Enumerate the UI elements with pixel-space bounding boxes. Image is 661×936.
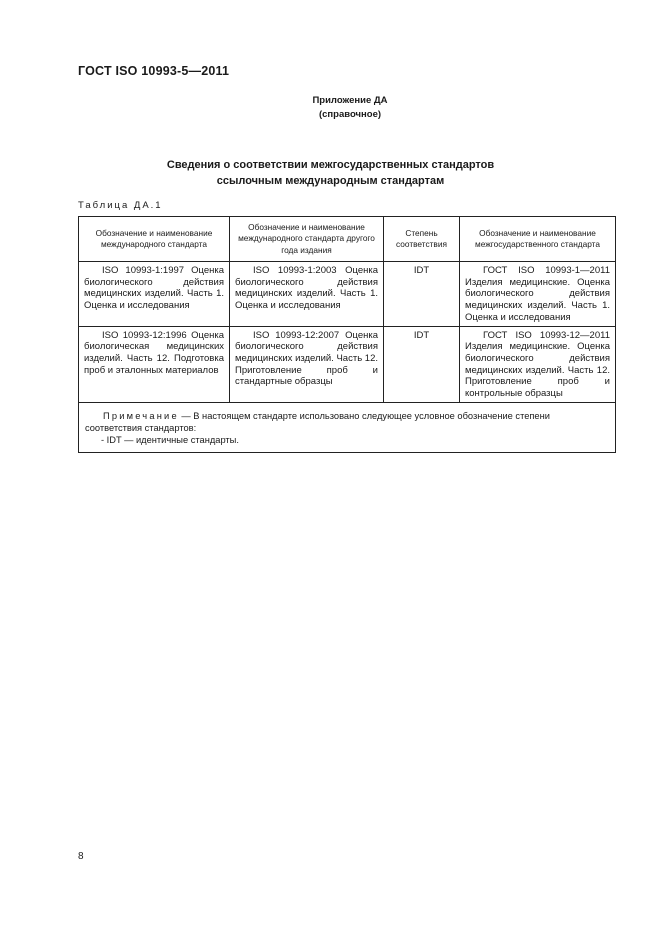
header-degree: Степень соответствия (384, 217, 460, 262)
header-intl-standard-other-year: Обозначение и наименование международного стандарта другого года издания (230, 217, 384, 262)
header-intl-standard: Обозначение и наименование международного стандарта (79, 217, 230, 262)
table-label: Таблица ДА.1 (78, 200, 163, 211)
table-row (79, 326, 616, 402)
cell-intl: ISO 10993-1:1997 Оценка биологического действия медицинских изделий. Часть 1. Оценка и исследования (79, 262, 230, 327)
table-header-row (79, 217, 616, 262)
table-row (79, 262, 616, 327)
cell-intl: ISO 10993-12:1996 Оценка биологическая медицинских изделий. Часть 12. Подготовка проб и эталонных материалов (79, 326, 230, 402)
note-label: Примечание (103, 410, 179, 421)
page-number: 8 (78, 851, 84, 862)
header-interstate-standard: Обозначение и наименование межгосударственного стандарта (460, 217, 616, 262)
cell-intl-other: ISO 10993-12:2007 Оценка биологического действия медицинских изделий. Часть 12. Приготовление проб и стандартные образцы (230, 326, 384, 402)
cell-degree: IDT (384, 326, 460, 402)
annex-title: Приложение ДА (312, 95, 388, 106)
cell-interstate: ГОСТ ISO 10993-12—2011 Изделия медицинские. Оценка биологического действия медицинских изделий. Часть 12. Приготовление проб и контрольные образцы (460, 326, 616, 402)
note-text: — В настоящем стандарте использовано следующее условное обозначение степени соответствия стандартов: (85, 410, 550, 433)
note-item: - IDT — идентичные стандарты. (101, 434, 239, 445)
correspondence-table (78, 216, 616, 453)
cell-intl-other: ISO 10993-1:2003 Оценка биологического действия медицинских изделий. Часть 1. Оценка и исследования (230, 262, 384, 327)
annex-heading-line-1: Сведения о соответствии межгосударственных стандартов (166, 159, 495, 171)
annex-subtitle: (справочное) (318, 109, 382, 120)
annex-heading (0, 157, 661, 189)
cell-degree: IDT (384, 262, 460, 327)
table-note (79, 402, 616, 452)
document-code: ГОСТ ISO 10993-5—2011 (78, 64, 230, 78)
table-note-row (79, 402, 616, 452)
annex-heading-line-2: ссылочным международным стандартам (216, 175, 445, 187)
cell-interstate: ГОСТ ISO 10993-1—2011 Изделия медицинские. Оценка биологического действия медицинских изделий. Часть 1. Оценка и исследования (460, 262, 616, 327)
